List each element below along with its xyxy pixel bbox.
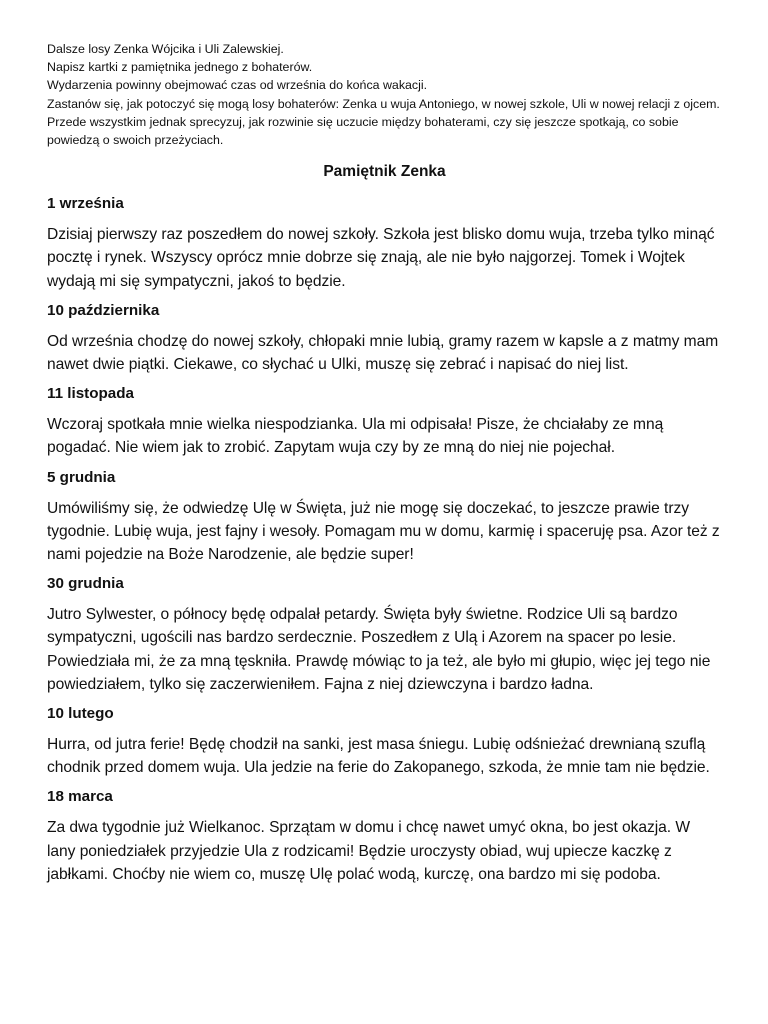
instruction-line: Przede wszystkim jednak sprecyzuj, jak rozwinie się uczucie między bohaterami, czy się jeszcze spotkają, co sobie powiedzą o swoich przeżyciach. [47,114,679,148]
diary-entry [47,467,722,567]
diary-title: Pamiętnik Zenka [323,163,446,181]
entry-text: Dzisiaj pierwszy raz poszedłem do nowej szkoły. Szkoła jest blisko domu wuja, trzeba tylko minąć pocztę i rynek. Wszyscy oprócz mnie dobrze się znają, ale nie było najgorzej. Tomek i Wojtek wydają mi się sympatyczni, jakoś to będzie. [47,226,715,290]
diary-entry [47,300,722,376]
entry-date: 10 lutego [47,705,114,723]
diary-entry [47,383,722,459]
diary-entry [47,573,722,696]
diary-entry [47,193,722,293]
instruction-line: Zastanów się, jak potoczyć się mogą losy bohaterów: Zenka u wuja Antoniego, w nowej szkole, Uli w nowej relacji z ojcem. [47,96,720,111]
entry-date: 11 listopada [47,385,134,403]
entry-text: Wczoraj spotkała mnie wielka niespodzianka. Ula mi odpisała! Pisze, że chciałaby ze mną pogadać. Nie wiem jak to zrobić. Zapytam wuja czy by ze mną do niej nie pojechał. [47,416,664,457]
diary-entry [47,703,722,779]
entry-date: 30 grudnia [47,575,124,593]
entry-date: 10 października [47,301,160,319]
entry-date: 5 grudnia [47,468,116,486]
diary-entry [47,786,722,886]
instruction-line: Dalsze losy Zenka Wójcika i Uli Zalewskiej. [47,42,284,56]
instruction-line: Napisz kartki z pamiętnika jednego z bohaterów. [47,60,313,75]
entry-text: Umówiliśmy się, że odwiedzę Ulę w Święta, już nie mogę się doczekać, to jeszcze prawie trzy tygodnie. Lubię wuja, jest fajny i wesoły. Pomagam mu w domu, karmię i spaceruję psa. Azor też z nami pojedzie na Boże Narodzenie, ale będzie super! [47,499,720,564]
entry-text: Hurra, od jutra ferie! Będę chodził na sanki, jest masa śniegu. Lubię odśnieżać drewnianą szuflą chodnik przed domem wuja. Ula jedzie na ferie do Zakopanego, szkoda, że mnie tam nie będzie. [47,736,710,777]
assignment-instructions [47,40,722,149]
entry-date: 1 września [47,195,124,213]
entry-text: Jutro Sylwester, o północy będę odpalał petardy. Święta były świetne. Rodzice Uli są bardzo sympatyczni, ugościli nas bardzo serdecznie. Poszedłem z Ulą i Azorem na spacer po lesie. Powiedziała mi, że za mną tęskniła. Prawdę mówiąc to ja też, ale było mi głupio, więc jej tego nie powiedziałem, tylko się zaczerwieniłem. Fajna z niej dziewczyna i bardzo ładna. [47,606,711,693]
entry-text: Za dwa tygodnie już Wielkanoc. Sprzątam w domu i chcę nawet umyć okna, bo jest okazja. W lany poniedziałek przyjedzie Ula z rodzicami! Będzie uroczysty obiad, wuj upiecze kaczkę z jabłkami. Choćby nie wiem co, muszę Ulę polać wodą, kurczę, ona bardzo mi się podoba. [47,819,691,883]
entry-text: Od września chodzę do nowej szkoły, chłopaki mnie lubią, gramy razem w kapsle a z matmy mam nawet dwie piątki. Ciekawe, co słychać u Ulki, muszę się zebrać i napisać do niej list. [47,332,719,374]
instruction-line: Wydarzenia powinny obejmować czas od września do końca wakacji. [47,78,428,93]
entry-date: 18 marca [47,788,113,806]
